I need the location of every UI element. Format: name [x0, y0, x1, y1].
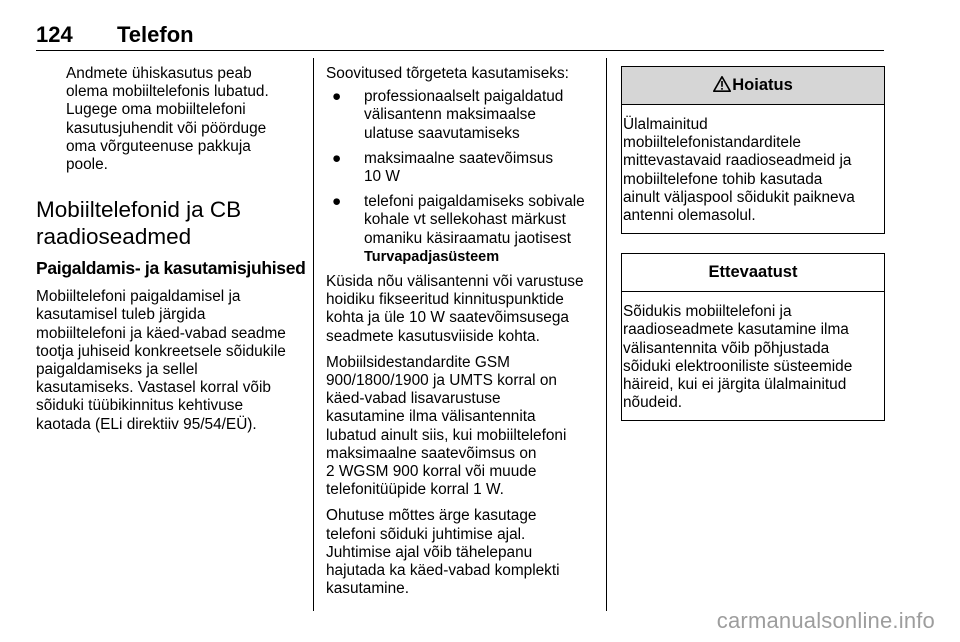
bullet-icon: ● [332, 149, 342, 167]
caution-box-header [622, 254, 884, 292]
body-line: Ohutuse mõttes ärge kasutage [326, 507, 537, 525]
warning-line: mittevastavaid raadioseadmeid ja [623, 152, 852, 170]
body-line: kasutamine ilma välisantennita [326, 408, 536, 426]
caution-line: sõiduki elektrooniliste süsteemide [623, 357, 853, 375]
body-line: paigaldamiseks ja sellel [36, 361, 198, 379]
body-line: Küsida nõu välisantenni või varustuse [326, 273, 584, 291]
bullet-icon: ● [332, 193, 342, 211]
body-line: hajutada ka käed-vabad komplekti [326, 562, 560, 580]
body-line: maksimaalne saatevõimsus on [326, 444, 537, 462]
intro-line: oma võrguteenuse pakkuja [66, 137, 251, 155]
list-item [326, 88, 596, 143]
caution-line: nõudeid. [623, 394, 683, 412]
warning-line: ainult väljaspool sõidukit paikneva [623, 188, 855, 206]
warning-triangle-icon [713, 76, 731, 92]
bullet-line: kohale vt sellekohast märkust [364, 211, 566, 229]
bullet-line: 10 W [364, 168, 400, 186]
intro-line: olema mobiiltelefonis lubatud. [66, 83, 269, 101]
body-line: Juhtimise ajal võib tähelepanu [326, 543, 533, 561]
body-line: lubatud ainult siis, kui mobiiltelefoni [326, 426, 567, 444]
body-line: mobiiltelefoni ja käed-vabad seadme [36, 324, 286, 342]
installation-paragraph [36, 288, 300, 434]
section-heading [36, 196, 300, 250]
section-heading-line: raadioseadmed [36, 224, 192, 250]
warning-line: mobiiltelefone tohib kasutada [623, 170, 823, 188]
cross-reference-link[interactable]: Turvapadjasüsteem [364, 248, 500, 265]
bullet-line: professionaalselt paigaldatud [364, 88, 564, 106]
watermark-text: carmanualsonline.info [716, 608, 935, 633]
caution-line: Sõidukis mobiiltelefoni ja [623, 303, 792, 321]
bullet-line: ulatuse saavutamiseks [364, 124, 520, 142]
body-line: sõiduki tüübikinnitus kehtivuse [36, 397, 244, 415]
safety-paragraph [326, 507, 596, 598]
subsection-heading: Paigaldamis- ja kasutamisjuhised [36, 258, 306, 279]
column-divider-2 [606, 58, 607, 611]
warning-text [622, 105, 884, 233]
recommendations-list [326, 88, 596, 266]
column-right [621, 66, 885, 421]
section-heading-line: Mobiiltelefonid ja CB [36, 197, 242, 223]
advice-paragraph [326, 273, 596, 346]
warning-line: mobiiltelefonistandarditele [623, 134, 801, 152]
warning-box [621, 66, 885, 234]
bullet-line: omaniku käsiraamatu jaotisest [364, 229, 572, 247]
column-left [36, 65, 306, 434]
list-item [326, 193, 596, 266]
recommendations-lead: Soovitused tõrgeteta kasutamiseks: [326, 65, 569, 82]
body-line: Mobiilsidestandardite GSM [326, 353, 510, 371]
body-line: kasutamiseks. Vastasel korral võib [36, 379, 271, 397]
caution-text [622, 292, 884, 420]
warning-line: antenni olemasolul. [623, 207, 756, 225]
body-line: hoidiku fikseeritud kinnituspunktide [326, 291, 564, 309]
body-line: Mobiiltelefoni paigaldamisel ja [36, 288, 241, 306]
bullet-line: maksimaalne saatevõimsus [364, 149, 554, 167]
body-line: käed-vabad lisavarustuse [326, 390, 501, 408]
intro-line: poole. [66, 156, 108, 174]
intro-line: kasutusjuhendit või pöörduge [66, 119, 267, 137]
body-line: 900/1800/1900 ja UMTS korral on [326, 372, 557, 390]
page-title: Telefon [117, 22, 194, 47]
body-line: kohta ja üle 10 W saatevõimsusega [326, 309, 569, 327]
body-line: telefonitüüpide korral 1 W. [326, 481, 504, 499]
body-line: tootja juhiseid konkreetsele sõidukile [36, 342, 286, 360]
body-line: kasutamine. [326, 580, 409, 598]
warning-title: Hoiatus [732, 76, 793, 94]
gsm-paragraph [326, 354, 596, 500]
column-middle [326, 65, 596, 598]
caution-title: Ettevaatust [708, 263, 798, 282]
caution-line: häireid, kui ei järgita ülalmainitud [623, 376, 847, 394]
caution-line: raadioseadmete kasutamine ilma [623, 321, 849, 339]
intro-line: Lugege oma mobiiltelefoni [66, 101, 246, 119]
warning-box-header [622, 67, 884, 105]
body-line: kaotada (ELi direktiiv 95/54/EÜ). [36, 415, 257, 433]
caution-line: välisantennita võib põhjustada [623, 339, 830, 357]
body-line: telefoni sõiduki juhtimise ajal. [326, 525, 526, 543]
bullet-line: telefoni paigaldamiseks sobivale [364, 193, 585, 211]
bullet-line: välisantenn maksimaalse [364, 106, 536, 124]
column-divider-1 [313, 58, 314, 611]
page-number: 124 [36, 22, 73, 47]
caution-box [621, 253, 885, 421]
page-header [36, 20, 884, 51]
intro-paragraph [36, 65, 300, 174]
body-line: seadmete kasutusviiside kohta. [326, 327, 540, 345]
intro-line: Andmete ühiskasutus peab [66, 65, 252, 82]
bullet-icon: ● [332, 88, 342, 106]
body-line: kasutamisel tuleb järgida [36, 306, 206, 324]
warning-line: Ülalmainitud [623, 116, 708, 133]
body-line: 2 WGSM 900 korral või muude [326, 463, 537, 481]
list-item [326, 150, 596, 186]
